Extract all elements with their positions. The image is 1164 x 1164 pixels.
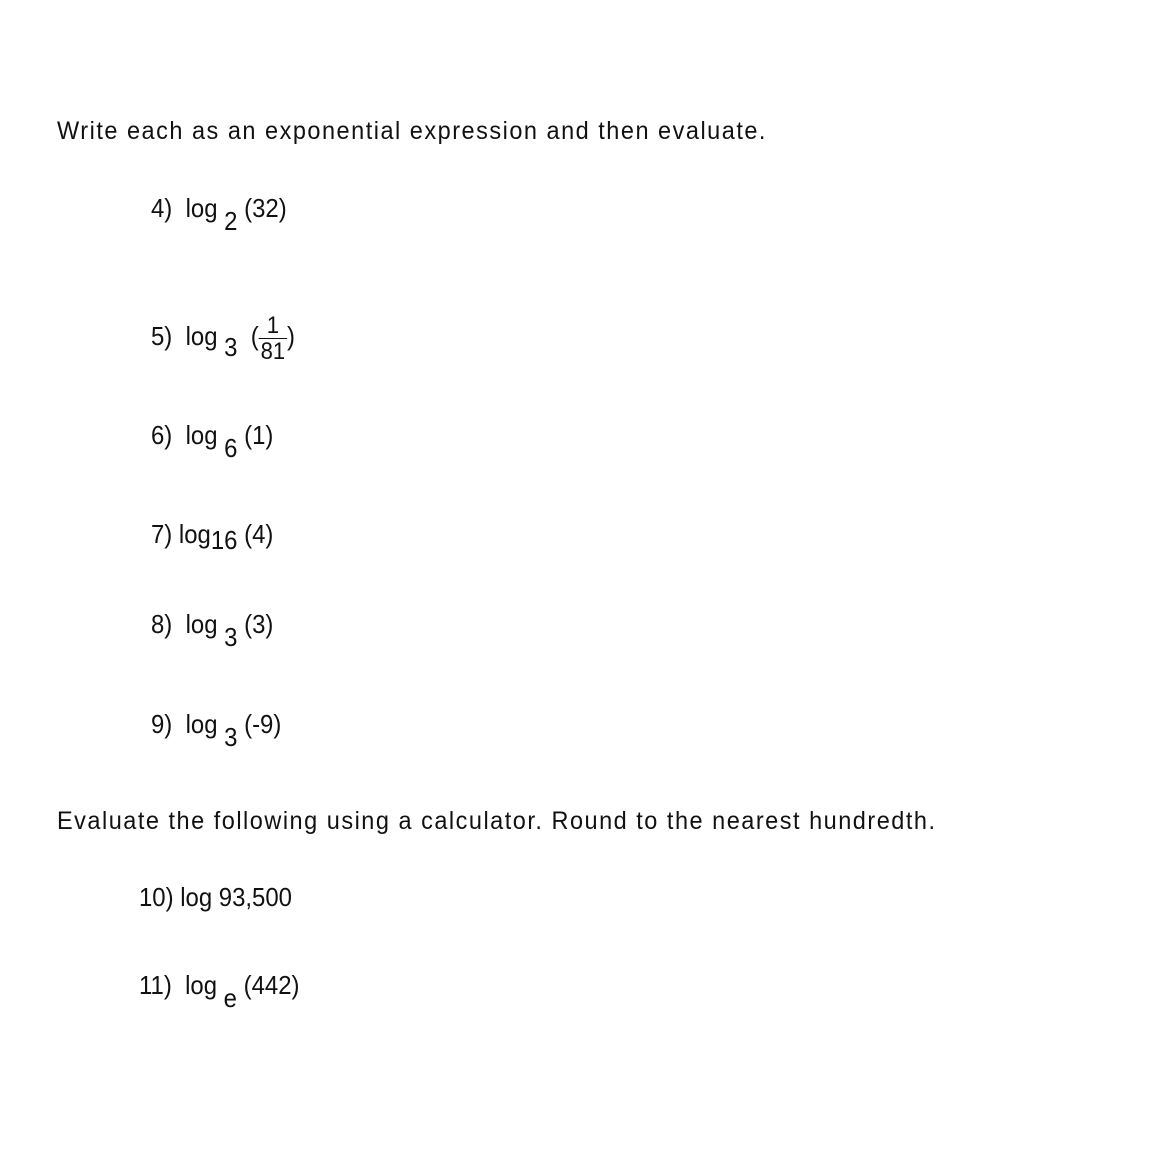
log-base: 6	[224, 433, 238, 463]
open-paren: (	[250, 320, 259, 351]
log-argument: (1)	[244, 420, 274, 450]
problem-number: 4)	[151, 193, 173, 223]
problem-number: 10)	[139, 882, 174, 912]
fraction-denominator: 81	[260, 338, 286, 366]
problem-5	[151, 299, 295, 366]
log-function: log	[185, 193, 218, 223]
section-1-instruction: Write each as an exponential expression and then evaluate.	[57, 117, 767, 145]
fraction	[259, 313, 287, 364]
log-function: log	[178, 519, 211, 549]
problem-number: 11)	[139, 970, 172, 1000]
problem-8	[151, 609, 274, 652]
problem-number: 5)	[151, 320, 173, 351]
fraction-numerator: 1	[259, 313, 287, 339]
log-base: 16	[210, 525, 238, 555]
log-function: log	[185, 709, 218, 739]
log-function: log	[185, 609, 218, 639]
log-base: 3	[224, 722, 238, 752]
log-function: log	[185, 420, 218, 450]
problem-7	[151, 519, 274, 555]
problem-number: 9)	[151, 709, 173, 739]
problem-9	[151, 709, 282, 752]
log-argument: (4)	[244, 519, 274, 549]
problem-number: 6)	[151, 420, 173, 450]
log-base: 3	[224, 622, 238, 652]
problem-expression: log 93,500	[180, 882, 292, 912]
problem-10	[139, 884, 292, 910]
log-argument: (32)	[244, 193, 287, 223]
log-argument: (-9)	[244, 709, 282, 739]
section-2-instruction: Evaluate the following using a calculator. Round to the nearest hundredth.	[57, 807, 937, 835]
log-argument: (442)	[243, 970, 300, 1000]
close-paren: )	[286, 320, 295, 351]
problem-4	[151, 193, 287, 236]
log-base: 2	[224, 206, 238, 236]
problem-11	[139, 970, 300, 1013]
log-base: e	[223, 983, 237, 1013]
log-function: log	[185, 320, 218, 351]
problem-number: 7)	[151, 519, 173, 549]
log-argument: (3)	[244, 609, 274, 639]
problem-6	[151, 420, 274, 463]
log-function: log	[185, 970, 218, 1000]
log-base: 3	[224, 331, 238, 362]
problem-number: 8)	[151, 609, 173, 639]
